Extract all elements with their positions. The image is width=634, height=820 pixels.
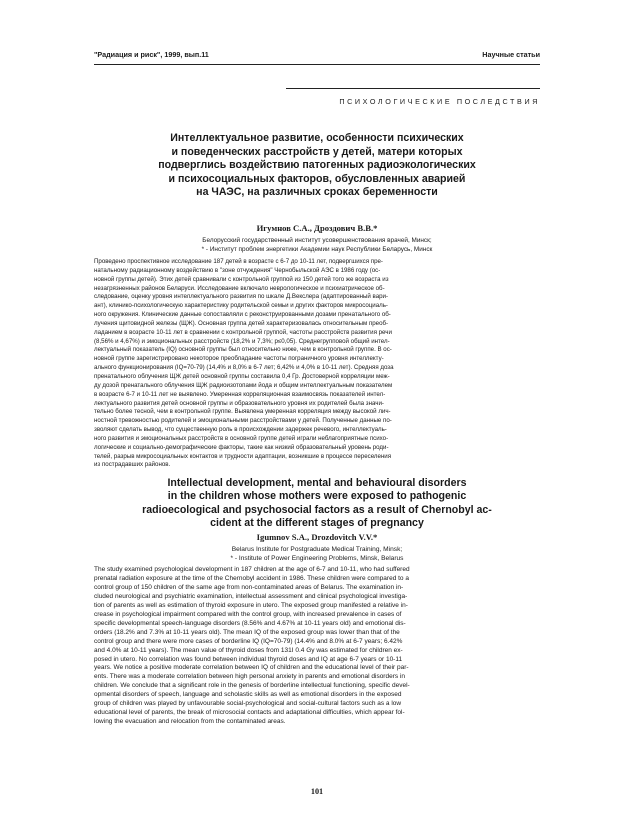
ru-affiliations [100, 237, 534, 255]
ru-abstract-line: пренатального облучения ЩЖ детей основной группы составила 0,4 Гр. Достоверной корреляции меж- [94, 372, 390, 380]
en-abstract [94, 566, 540, 727]
en-abstract-line: specific developmental speech-language disorders (8.56% and 4.67% at 10-11 years old) and emotional dis- [94, 619, 406, 627]
en-title-line: Intellectual development, mental and behavioural disorders [167, 477, 467, 489]
ru-title-line: и психосоциальных факторов, обусловленных аварией [168, 172, 466, 185]
ru-abstract-line: Проведено проспективное исследование 187 детей в возрасте с 6-7 до 10-11 лет, подвергшихся пре- [94, 258, 383, 265]
en-abstract-line: prenatal radiation exposure at the time of the Chernobyl accident in 1986. These children were compared to a [94, 574, 409, 582]
en-title-line: in the children whose mothers were exposed to pathogenic [167, 490, 467, 503]
en-affiliation-line: Belarus Institute for Postgraduate Medical Training, Minsk; [231, 546, 403, 553]
ru-abstract-line: логические и социально-демографические факторы, такие как низкий образовательный уровень роди- [94, 443, 389, 451]
en-abstract-line: children. We conclude that a significant role in the genesis of borderline intellectual functioning, specific devel- [94, 682, 410, 690]
en-abstract-line: The study examined psychological development in 187 children at the age of 6-7 and 10-11, who had suffered [94, 566, 410, 573]
ru-abstract-line: новной группы детей). Этих детей сравнивали с контрольной группой из 150 детей того же возраста из [94, 275, 389, 283]
page-number: 101 [310, 787, 324, 796]
section-category: Научные статьи [482, 50, 540, 59]
ru-abstract-line: незагрязненных районов Беларуси. Исследование включало неврологическое и психиатрическое об- [94, 284, 385, 292]
en-abstract-line: crease in psychological impairment compared with the control group, with increased prevalence in cases of [94, 610, 402, 618]
en-abstract-line: opmental disorders of speech, language and scholastic skills as well as emotional disorders in the exposed [94, 691, 402, 699]
en-affiliation-line: * - Institute of Power Engineering Problems, Minsk, Belarus [230, 554, 404, 562]
ru-abstract-line: лектуального развития детей основной группы и образовательного уровня их родителей была значи- [94, 399, 384, 407]
en-abstract-line: orders (18.2% and 7.3% at 10-11 years old). The mean IQ of the exposed group was lower than that of the [94, 628, 400, 636]
ru-title-line: и поведенческих расстройств у детей, матери которых [171, 145, 463, 158]
ru-title-line: Интеллектуальное развитие, особенности психических [170, 132, 464, 144]
en-abstract-line: and 4.0% at 10-11 years). The mean value of thyroid doses from 131I 0.4 Gy was estimated for children ex- [94, 646, 403, 654]
en-abstract-line: cluded neurological and psychiatric examination, intellectual assessment and clinical psychological investiga- [94, 592, 408, 600]
section-title: ПСИХОЛОГИЧЕСКИЕ ПОСЛЕДСТВИЯ [339, 97, 540, 106]
ru-abstract-line: ального функционирования (IQ=70-79) (14,4% и 8,0% в 6-7 лет; 6,42% и 4,0% в 10-11 лет). Средняя доза [94, 364, 394, 372]
ru-abstract-line: в возрасте 6-7 и 10-11 лет не выявлено. Умеренная корреляционная взаимосвязь показателей интел- [94, 390, 386, 398]
en-abstract-line: lowing the evacuation and relocation from the contaminated areas. [94, 718, 286, 726]
ru-abstract-line: ного окружения. Клинические данные сопоставляли с реконструированными дозами пренатального об- [94, 311, 391, 319]
en-affiliations [100, 546, 534, 564]
ru-abstract-line: натальному радиационному воздействию в "зоне отчуждения" Чернобыльской АЭС в 1986 году (ос- [94, 266, 381, 274]
ru-abstract-line: новной группе зарегистрировано некоторое преобладание частоты пограничного уровня интеллекту- [94, 355, 384, 363]
en-abstract-line: control group of 150 children of the same age from non-contaminated areas of Belarus. The examination in- [94, 583, 404, 591]
section-rule [286, 88, 540, 89]
en-abstract-line: ents. There was a moderate correlation between high personal anxiety in parents and emotional disorders in [94, 673, 405, 681]
en-authors: Igumnov S.A., Drozdovitch V.V.* [256, 532, 378, 542]
ru-abstract-line: ладанием в возрасте 10-11 лет в сравнении с контрольной группой, частоты расстройств развития речи [94, 328, 392, 336]
ru-abstract-line: ант), клинико-психологическую характеристику родительской семьи и других факторов микросоциаль- [94, 302, 388, 310]
ru-affiliation-line: * - Институт проблем энергетики Академии наук Республики Беларусь, Минск [201, 245, 433, 253]
header-rule [94, 64, 540, 65]
ru-abstract-line: лектуальный показатель (IQ) основной группы был относительно ниже, чем в контрольной группе. В ос- [94, 346, 392, 354]
en-abstract-line: years. We notice a positive moderate correlation between IQ of children and the educational level of their par- [94, 664, 409, 672]
en-abstract-line: group of children was played by unfavourable social-psychological and social-cultural factors such as a low [94, 700, 402, 708]
ru-abstract-line: ду дозой пренатального облучения ЩЖ радиоизотопами йода и общим интеллектуальным показателем [94, 381, 393, 389]
ru-abstract-line: тельно более тесной, чем в контрольной группе. Выявлена умеренная корреляция между высокой лич- [94, 408, 391, 416]
journal-reference: "Радиация и риск", 1999, вып.11 [94, 50, 209, 59]
ru-abstract-line: (8,56% и 4,67%) и эмоциональных расстройств (18,2% и 7,3%; p≤0,05). Среднегрупповой общий интел- [94, 337, 390, 345]
ru-abstract-line: ностной тревожностью родителей и эмоциональными расстройствами у детей. Полученные данные по- [94, 417, 392, 425]
en-abstract-line: educational level of parents, the break of microsocial contacts and adaptational difficulties, which appear fol- [94, 709, 405, 717]
ru-abstract-line: телей, разрыв микросоциальных контактов и трудности адаптации, возникшие в процессе переселения [94, 452, 392, 460]
en-article-title [100, 477, 534, 531]
ru-article-title [100, 132, 534, 200]
en-abstract-line: control group and there were more cases of borderline IQ (IQ=70-79) (14.4% and 8.0% at 6-7 years; 6.42% [94, 637, 403, 645]
ru-abstract [94, 258, 540, 470]
en-abstract-line: posed in utero. No correlation was found between individual thyroid doses and IQ at age 6-7 years or 10-11 [94, 655, 403, 663]
ru-authors: Игумнов С.А., Дроздович В.В.* [256, 223, 378, 233]
ru-title-line: подверглись воздействию патогенных радиоэкологических [158, 159, 476, 172]
ru-abstract-line: ного развития и эмоциональных расстройств в основной группе детей играли неблагоприятные психо- [94, 434, 389, 442]
ru-affiliation-line: Белорусский государственный институт усовершенствования врачей, Минск; [202, 237, 432, 244]
ru-title-line: на ЧАЭС, на различных сроках беременности [196, 186, 438, 199]
ru-abstract-line: из пострадавших районов. [94, 461, 171, 469]
ru-abstract-line: лучения щитовидной железы (ЩЖ). Основная группа детей характеризовалась относительным преоб- [94, 319, 389, 327]
en-title-line: radioecological and psychosocial factors as a result of Chernobyl ac- [142, 503, 492, 516]
en-title-line: cident at the different stages of pregnancy [210, 517, 424, 530]
en-abstract-line: tion of parents as well as estimation of thyroid exposure in utero. The exposed group manifested a relative in- [94, 601, 408, 609]
ru-abstract-line: следование, оценку уровня интеллектуального развития по шкале Д.Векслера (адаптированный вари- [94, 293, 389, 301]
ru-abstract-line: зволяют сделать вывод, что существенную роль в происхождении задержек речевого, интеллектуаль- [94, 426, 387, 434]
